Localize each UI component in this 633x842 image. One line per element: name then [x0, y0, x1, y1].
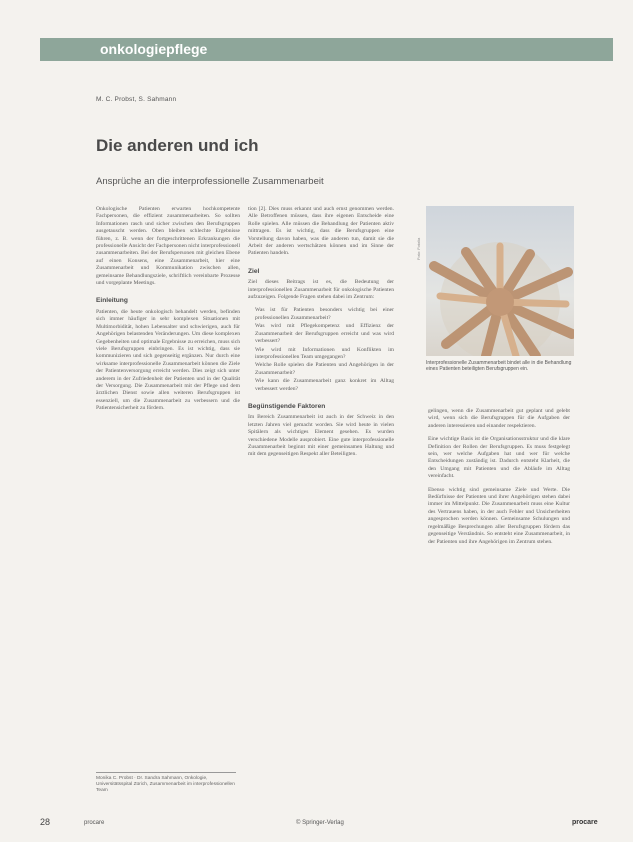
figure-caption: Interprofessionelle Zusammenarbeit bindet alle in die Behandlung eines Patienten beteiligten Berufsgruppen ein. — [426, 360, 572, 373]
ziel-paragraph: Ziel dieses Beitrags ist es, die Bedeutung der interprofessionellen Zusammenarbeit für onkologische Patienten aufzuzeigen. Folgende Fragen stehen dabei im Zentrum: — [248, 279, 394, 301]
intro-paragraph: Onkologische Patienten erwarten hochkompetente Fachpersonen, die effizient zusammenarbeiten. So sollten Informationen rasch und sicher zwischen den Berufsgruppen ausgetauscht werden. Oben bleiben schlechte Ergebnisse führen, z. B. wenn der fortgeschrittenen Erkrankungen die professionelle Ansicht der Fachpersonen nicht interprofessionell zusammenarbeiten. Bei der Berufspersonen mit gleichen Ebene auf einen Konsens, eine Zusammenarbeit, hier eine Zusammenarbeit und Kommunikation zwischen allen, gemeinsame Behandlungsziele, schriftlich vereinbarte Prozesse und vorgeplante Meetings. — [96, 206, 240, 287]
continued-paragraph: tion [2]. Dies muss erkannt und auch ernst genommen werden. Alle Betroffenen müssen, dass ihre eigenen Entscheide eine Rolle spielen. Alle müssen die Behandlung der Patienten aktiv mittragen. Es ist wichtig, dass die Berufsgruppen eine Vorstellung davon haben, was die anderen tun, damit sie die Arbeit der anderen wertschätzen können und im Sinne der Patienten handeln. — [248, 206, 394, 257]
publisher: © Springer-Verlag — [296, 820, 344, 826]
heading-einleitung: Einleitung — [96, 297, 128, 305]
author-footnote: Monika C. Probst · Dr. Sandra Sahmann, Onkologie, Universitätsspital Zürich, Zusammenarbeit im interprofessionellen Team — [96, 776, 235, 793]
column-2 — [248, 206, 394, 766]
brand-logo: procare — [572, 819, 598, 826]
list-item: • Welche Rolle spielen die Patienten und Angehörigen in der Zusammenarbeit? — [255, 362, 394, 377]
column-1 — [96, 206, 240, 776]
photo-credit: Foto: Fotolia — [416, 237, 421, 260]
body-paragraph: gelingen, wenn die Zusammenarbeit gut geplant und gelebt wird, wenn sich die Berufsgruppen für die Aufgaben der anderen interessieren und einander respektieren. — [428, 408, 570, 429]
heading-faktoren: Begünstigende Faktoren — [248, 402, 326, 410]
journal-name: procare — [84, 820, 105, 826]
article-title: Die anderen und ich — [96, 136, 259, 155]
faktoren-paragraph: Im Bereich Zusammenarbeit ist auch in der Schweiz in den letzten Jahren viel gemacht worden. Sie wird heute in vielen Spitälern als wichtiges Element gesehen. Es wurden verschiedene Modelle ausprobiert. Eine gute interprofessionelle Zusammenarbeit beginnt mit einer gemeinsamen Haltung und mit dem gegenseitigen Respekt aller Beteiligten. — [248, 414, 394, 458]
authors: M. C. Probst, S. Sahmann — [96, 96, 177, 103]
hands-illustration — [426, 206, 574, 356]
list-item: • Wie wird mit Informationen und Konflikten im interprofessionellen Team umgegangen? — [255, 347, 394, 362]
body-paragraph: Ebenso wichtig sind gemeinsame Ziele und Werte. Die Bedürfnisse der Patienten und ihrer Angehörigen stehen dabei immer im Mittelpunkt. Die Zusammenarbeit muss eine Kultur des Vertrauens haben, in der auch Fehler und Unsicherheiten angesprochen werden können. Gemeinsame Schulungen und regelmäßige Besprechungen aller Berufsgruppen fördern das gegenseitige Verständnis. So entsteht eine Zusammenarbeit, in der Patienten und ihre Angehörigen im Zentrum stehen. — [428, 486, 570, 545]
column-3 — [428, 408, 570, 780]
question-list — [248, 307, 394, 392]
list-item: • Was wird mit Pflegekompetenz und Effizienz der Zusammenarbeit der Berufsgruppen erreicht und was wird verbessert? — [255, 323, 394, 345]
page-number: 28 — [40, 817, 51, 827]
heading-ziel: Ziel — [248, 267, 260, 275]
section-label: onkologiepflege — [100, 41, 208, 57]
article-subtitle: Ansprüche an die interprofessionelle Zusammenarbeit — [96, 176, 324, 187]
list-item: • Wie kann die Zusammenarbeit ganz konkret im Alltag verbessert werden? — [255, 378, 394, 393]
body-paragraph: Patienten, die heute onkologisch behandelt werden, befinden sich immer häufiger in sehr komplexen Situationen mit Multimorbidität, hohen Lebensalter und schwierigen, auch für Angehörigen belastenden Veränderungen. Um diese komplexen Gegebenheiten und optimale Ergebnisse zu erreichen, muss sich viele Berufsgruppen einbringen. Es ist wichtig, dass sie kommunizieren und sich gegenseitig ergänzen. Nur durch eine wirksame interprofessionelle Zusammenarbeit können die Ziele der Patientenversorgung erreicht werden. Dies zeigt sich unter anderem in der Zufriedenheit der Patienten und in der Qualität der Versorgung. Die Zusammenarbeit mit der Pflege und dem ärztlichen Dienst sowie allen weiteren Berufsgruppen ist essenziell, um die Zusammenarbeit zu verbessern und die Patientensicherheit zu fördern. — [96, 308, 240, 412]
body-paragraph: Eine wichtige Basis ist die Organisationsstruktur und die klare Definition der Rollen der Berufsgruppen. Es muss festgelegt sein, wer welche Aufgaben hat und wer für welche Entscheidungen zuständig ist. Dadurch entsteht Klarheit, die den Umgang mit Patienten und die Abläufe im Alltag vereinfacht. — [428, 436, 570, 480]
section-header-band — [40, 38, 613, 61]
footnote-divider — [96, 772, 236, 773]
hands-together-photo — [426, 206, 574, 356]
list-item: • Was ist für Patienten besonders wichtig bei einer professionellen Zusammenarbeit? — [255, 307, 394, 322]
